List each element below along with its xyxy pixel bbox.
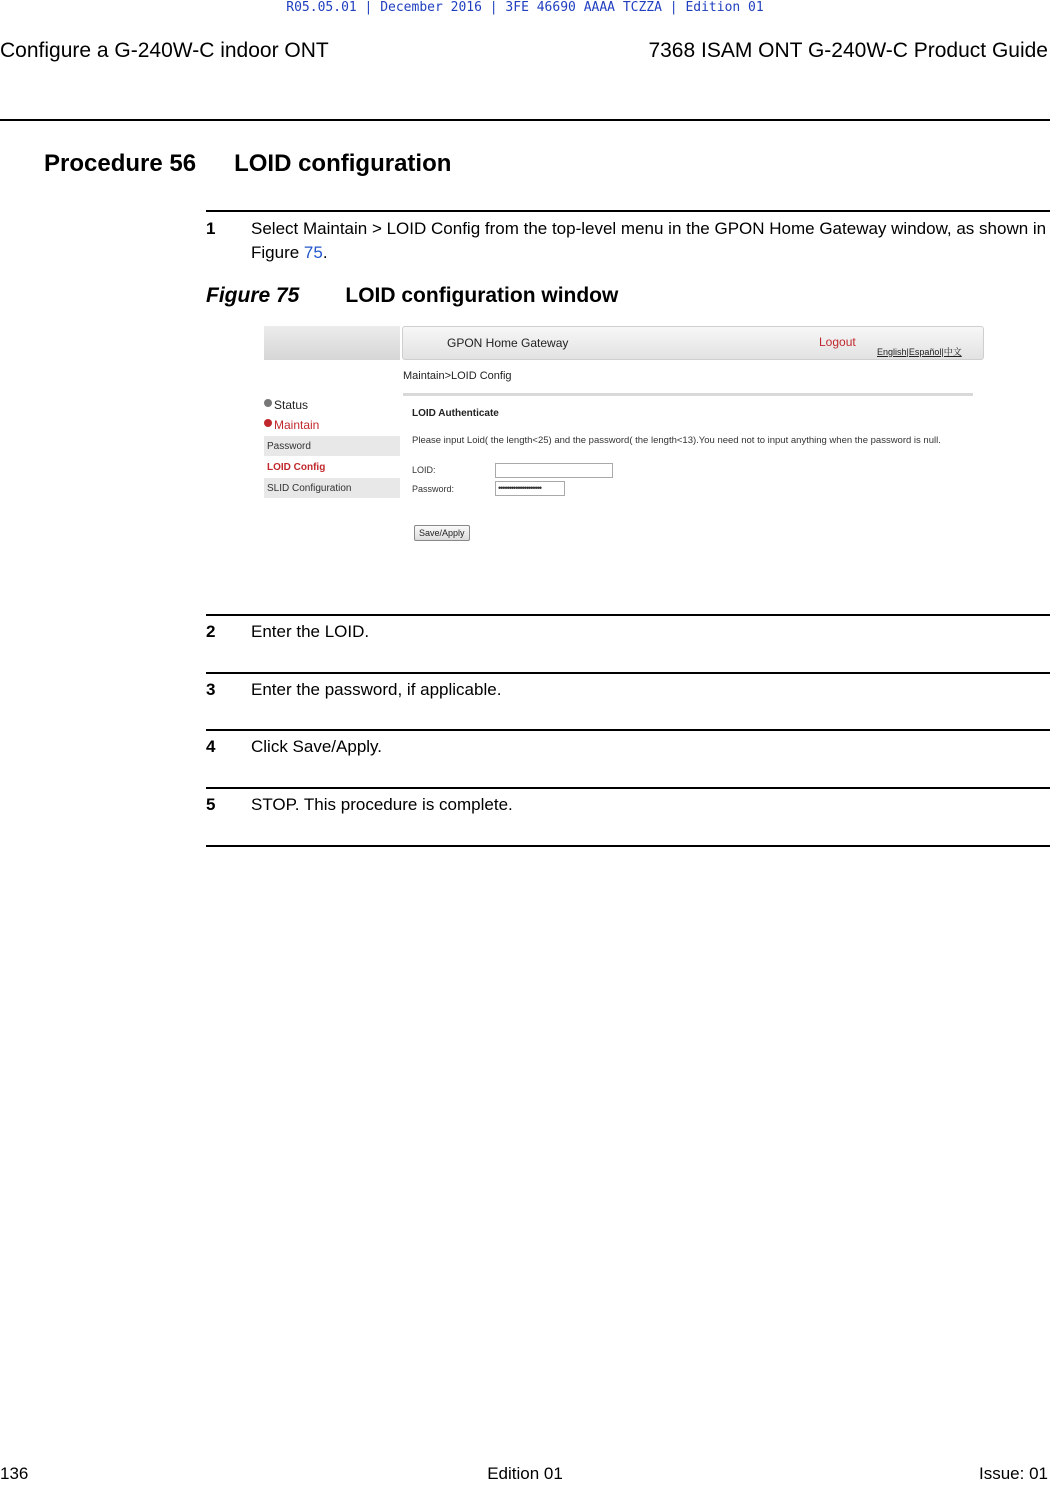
save-apply-button[interactable]: Save/Apply <box>414 525 470 541</box>
sidebar-header <box>264 326 400 360</box>
step-divider <box>206 672 1050 674</box>
figure-title: LOID configuration window <box>345 284 619 307</box>
figure-caption <box>206 282 618 310</box>
step-number: 1 <box>206 219 216 238</box>
step-divider <box>206 729 1050 731</box>
figure-reference-link[interactable]: 75 <box>303 243 323 262</box>
nav-item-slid-configuration[interactable]: SLID Configuration <box>267 483 352 494</box>
password-input[interactable]: •••••••••••••••••••• <box>495 481 565 496</box>
step-number: 4 <box>206 737 216 756</box>
nav-item-loid-config[interactable]: LOID Config <box>267 462 326 473</box>
nav-item-status[interactable]: Status <box>274 398 309 412</box>
instructions-text: Please input Loid( the length<25) and the password( the length<13).You need not to input anything when the password is null. <box>412 435 941 446</box>
step-divider <box>206 614 1050 616</box>
nav-item-password[interactable]: Password <box>267 441 311 452</box>
loid-config-screenshot <box>264 322 986 544</box>
procedure-label: Procedure 56 <box>44 150 197 177</box>
breadcrumb: Maintain>LOID Config <box>403 370 512 382</box>
maintain-bullet-icon <box>264 419 272 427</box>
language-links[interactable]: English|Español|中文 <box>877 347 962 357</box>
nav-item-maintain[interactable]: Maintain <box>274 418 320 432</box>
header-divider <box>0 119 1050 121</box>
gateway-title: GPON Home Gateway <box>447 336 569 350</box>
logout-link[interactable]: Logout <box>819 335 856 349</box>
gateway-top-bar <box>402 326 984 360</box>
page-number: 136 <box>0 1464 29 1483</box>
footer-issue: Issue: 01 <box>979 1464 1048 1483</box>
step-1-text: Select Maintain > LOID Config from the top-level menu in the GPON Home Gateway window, as shown in Figure <box>251 219 1047 262</box>
procedure-heading <box>44 148 451 180</box>
running-header-chapter: Configure a G-240W-C indoor ONT <box>0 39 329 62</box>
step-number: 3 <box>206 680 216 699</box>
step-divider <box>206 787 1050 789</box>
running-header-guide-title: 7368 ISAM ONT G-240W-C Product Guide <box>648 39 1048 62</box>
loid-input[interactable] <box>495 463 613 478</box>
password-label: Password: <box>412 484 455 494</box>
breadcrumb-divider <box>403 393 973 396</box>
step-text: Enter the password, if applicable. <box>251 680 502 699</box>
step-text: STOP. This procedure is complete. <box>251 795 513 814</box>
document-release-note: R05.05.01 | December 2016 | 3FE 46690 AAAA TCZZA | Edition 01 <box>286 0 764 15</box>
figure-label: Figure 75 <box>206 284 300 307</box>
step-1-text-end: . <box>322 243 328 262</box>
step-number: 2 <box>206 622 216 641</box>
sidebar-nav <box>264 392 400 502</box>
step-text <box>251 217 1050 265</box>
step-text: Click Save/Apply. <box>251 737 383 756</box>
footer-edition: Edition 01 <box>487 1464 563 1483</box>
section-title: LOID Authenticate <box>412 408 499 419</box>
step-number: 5 <box>206 795 216 814</box>
procedure-end-divider <box>206 845 1050 847</box>
procedure-title: LOID configuration <box>234 150 452 177</box>
step-divider <box>206 210 1050 212</box>
status-bullet-icon <box>264 399 272 407</box>
loid-label: LOID: <box>412 465 436 475</box>
step-text: Enter the LOID. <box>251 622 370 641</box>
